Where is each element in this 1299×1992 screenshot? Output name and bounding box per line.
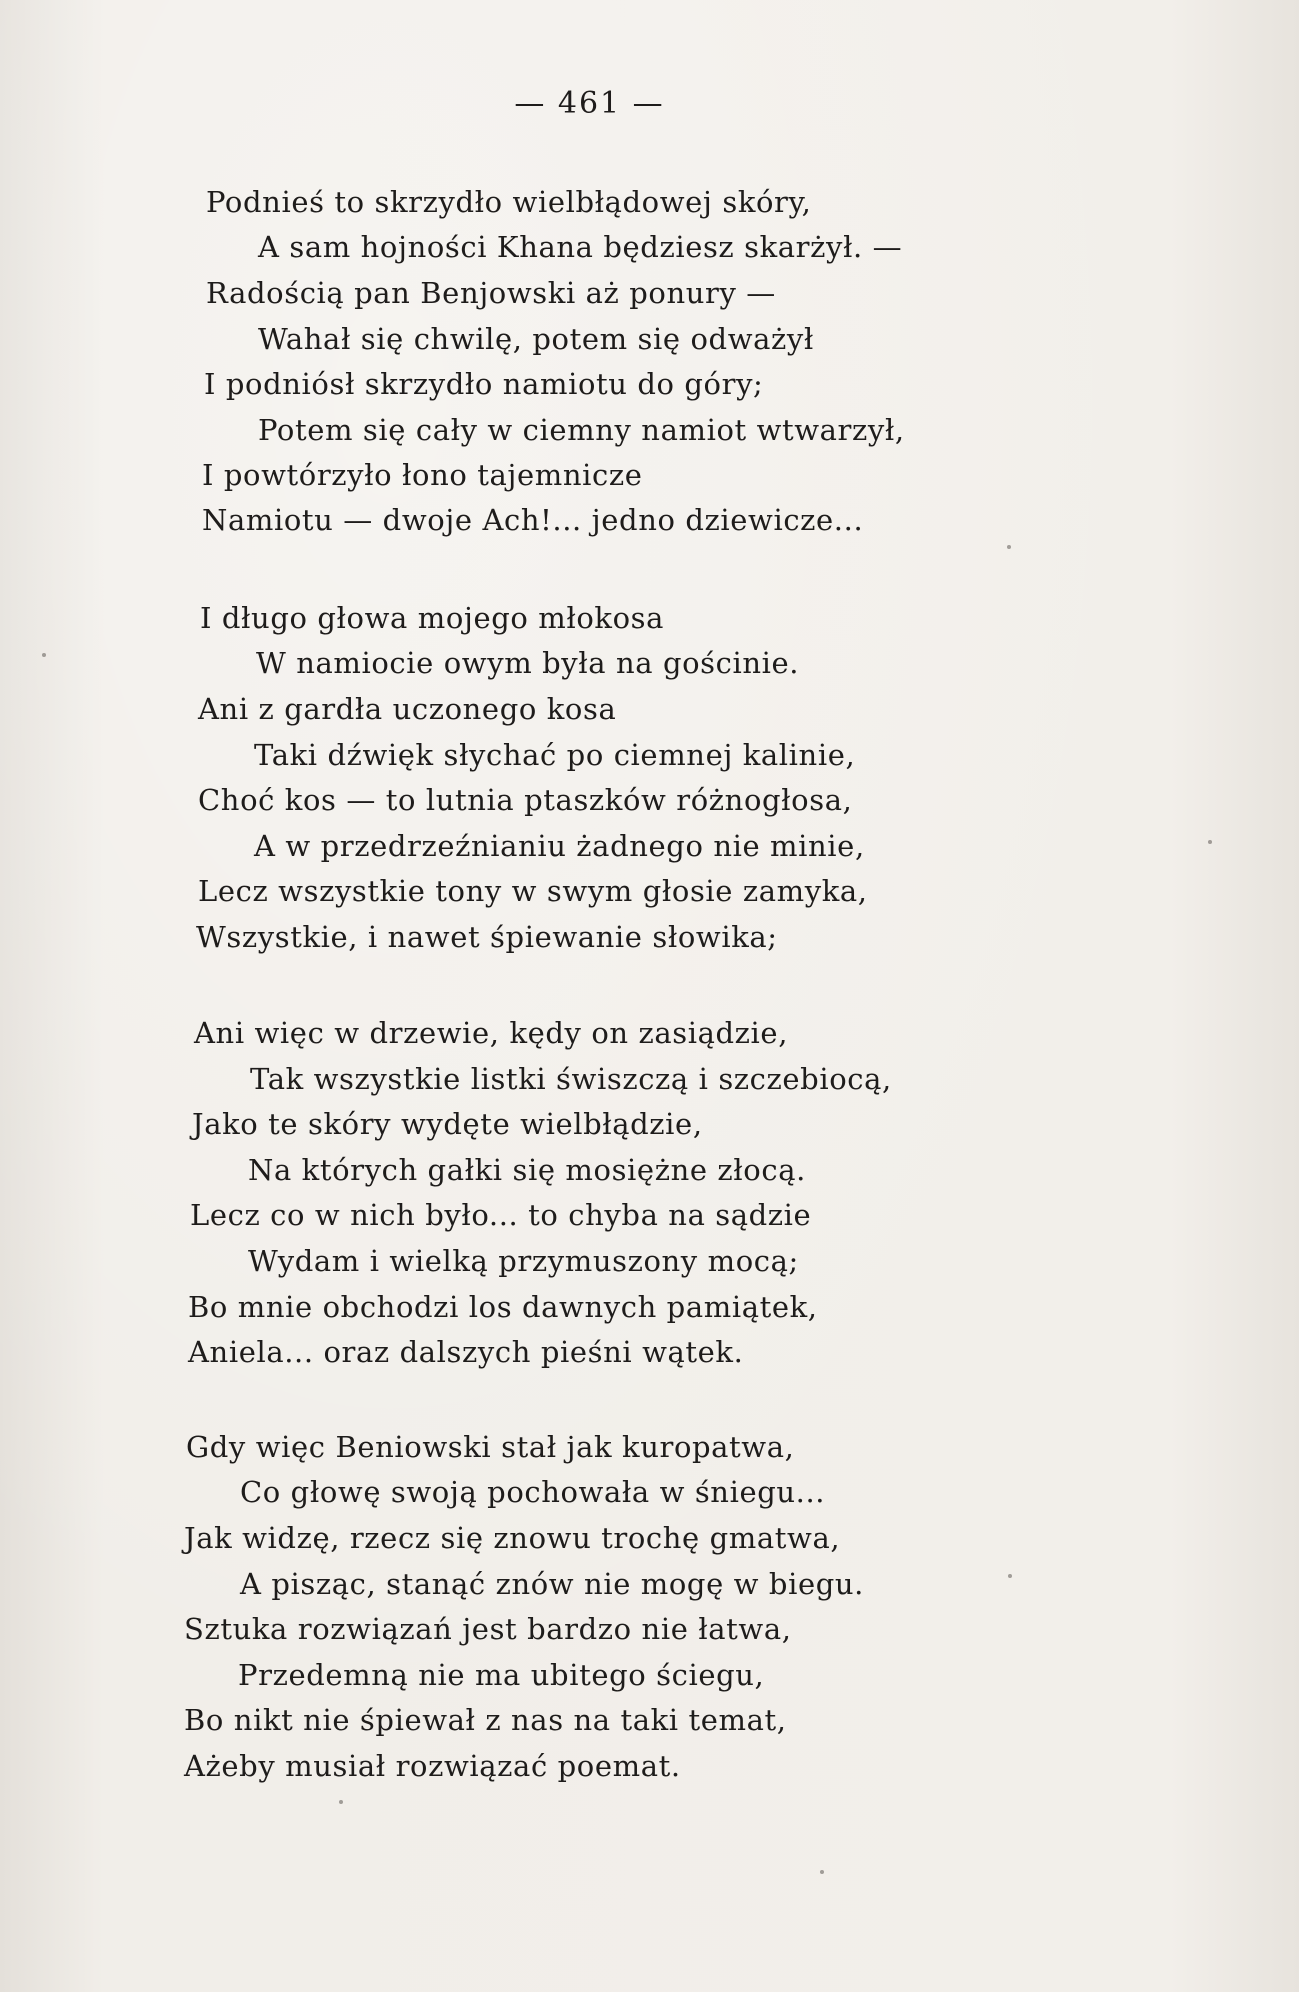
verse-line: W namiocie owym była na gościnie. <box>256 646 800 680</box>
paper-speck <box>339 1800 343 1804</box>
verse-line: Przedemną nie ma ubitego ściegu, <box>238 1658 765 1692</box>
verse-line: Namiotu — dwoje Ach!... jedno dziewicze... <box>202 503 864 537</box>
paper-speck <box>1208 840 1212 844</box>
verse-line: Sztuka rozwiązań jest bardzo nie łatwa, <box>184 1612 792 1646</box>
paper-speck <box>1007 545 1011 549</box>
verse-line: A pisząc, stanąć znów nie mogę w biegu. <box>240 1567 864 1601</box>
verse-line: A w przedrzeźnianiu żadnego nie minie, <box>254 829 865 863</box>
verse-line: Gdy więc Beniowski stał jak kuropatwa, <box>186 1430 795 1464</box>
verse-line: Wszystkie, i nawet śpiewanie słowika; <box>196 920 778 954</box>
verse-line: A sam hojności Khana będziesz skarżył. — <box>258 230 903 264</box>
paper-speck <box>820 1870 824 1874</box>
verse-line: Radością pan Benjowski aż ponury — <box>206 276 776 310</box>
verse-line: Potem się cały w ciemny namiot wtwarzył, <box>258 413 905 447</box>
verse-line: Lecz wszystkie tony w swym głosie zamyka, <box>198 874 868 908</box>
verse-line: I powtórzyło łono tajemnicze <box>202 458 643 492</box>
verse-line: Lecz co w nich było... to chyba na sądzie <box>190 1198 812 1232</box>
verse-line: Aniela... oraz dalszych pieśni wątek. <box>188 1335 744 1369</box>
verse-line: Podnieś to skrzydło wielbłądowej skóry, <box>206 185 812 219</box>
verse-line: I podniósł skrzydło namiotu do góry; <box>204 367 764 401</box>
verse-line: Bo mnie obchodzi los dawnych pamiątek, <box>188 1290 818 1324</box>
verse-line: Ani z gardła uczonego kosa <box>198 692 617 726</box>
verse-line: Jak widzę, rzecz się znowu trochę gmatwa, <box>184 1521 841 1555</box>
paper-speck <box>42 653 46 657</box>
verse-line: Wydam i wielką przymuszony mocą; <box>248 1244 799 1278</box>
verse-line: Bo nikt nie śpiewał z nas na taki temat, <box>184 1703 787 1737</box>
verse-line: Ażeby musiał rozwiązać poemat. <box>184 1749 681 1783</box>
verse-line: Na których gałki się mosiężne złocą. <box>248 1153 806 1187</box>
verse-line: Taki dźwięk słychać po ciemnej kalinie, <box>254 738 856 772</box>
verse-line: Ani więc w drzewie, kędy on zasiądzie, <box>194 1016 789 1050</box>
verse-line: Wahał się chwilę, potem się odważył <box>258 322 814 356</box>
verse-line: Co głowę swoją pochowała w śniegu... <box>240 1475 826 1509</box>
page-number: — 461 — <box>514 86 665 121</box>
verse-line: I długo głowa mojego młokosa <box>200 601 665 635</box>
verse-line: Jako te skóry wydęte wielbłądzie, <box>192 1107 703 1141</box>
paper-speck <box>1008 1574 1012 1578</box>
verse-line: Choć kos — to lutnia ptaszków różnogłosa, <box>198 783 853 817</box>
verse-line: Tak wszystkie listki świszczą i szczebiocą, <box>250 1062 892 1096</box>
